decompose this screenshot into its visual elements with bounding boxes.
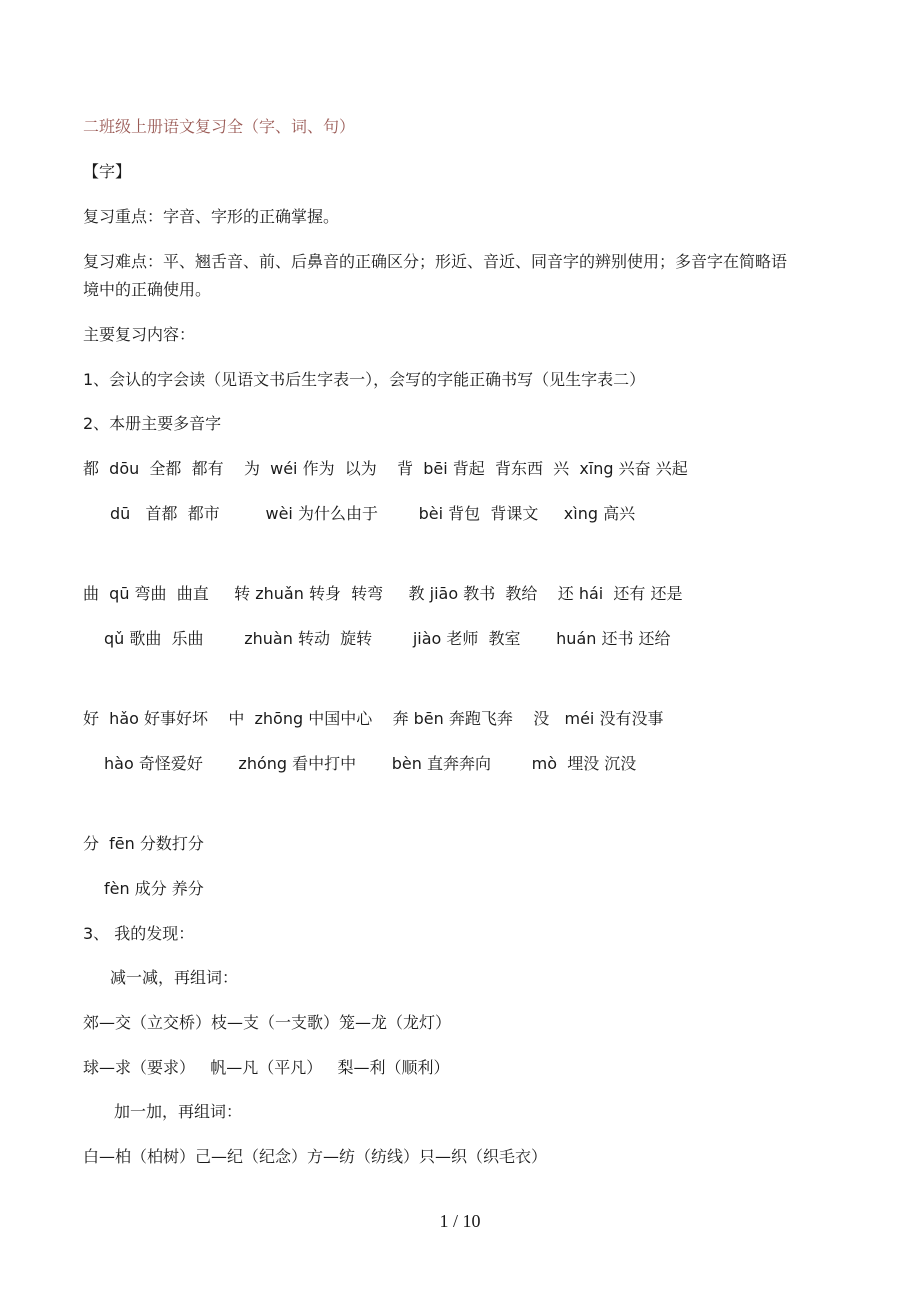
- polyphone-row: hào 奇怪爱好 zhóng 看中打中 bèn 直奔奔向 mò 埋没 沉没: [104, 754, 637, 773]
- polyphone-row: qǔ 歌曲 乐曲 zhuàn 转动 旋转 jiào 老师 教室 huán 还书 还给: [104, 629, 671, 648]
- text-line: 复习难点：平、翘舌音、前、后鼻音的正确区分；形近、音近、同音字的辨别使用；多音字在简略语: [83, 252, 788, 271]
- text-line: 1、会认的字会读（见语文书后生字表一），会写的字能正确书写（见生字表二）: [83, 370, 646, 389]
- text-line: 3、 我的发现：: [83, 924, 195, 943]
- polyphone-row: 分 fēn 分数打分: [83, 834, 204, 853]
- text-line: 白—柏（柏树）己—纪（纪念）方—纺（纺线）只—织（织毛衣）: [83, 1147, 548, 1166]
- text-line: 主要复习内容：: [83, 325, 196, 344]
- section-heading: 【字】: [83, 162, 132, 181]
- text-line: 2、本册主要多音字: [83, 414, 222, 433]
- text-line: 减一减，再组词：: [110, 968, 239, 987]
- text-line: 球—求（要求） 帆—凡（平凡） 梨—利（顺利）: [83, 1058, 450, 1077]
- text-line: 境中的正确使用。: [83, 280, 212, 299]
- text-line: 加一加，再组词：: [114, 1102, 243, 1121]
- text-line: 复习重点：字音、字形的正确掌握。: [83, 207, 340, 226]
- polyphone-row: 都 dōu 全都 都有 为 wéi 作为 以为 背 bēi 背起 背东西 兴 xīng 兴奋 兴起: [83, 459, 688, 478]
- polyphone-row: 曲 qū 弯曲 曲直 转 zhuǎn 转身 转弯 教 jiāo 教书 教给 还 hái 还有 还是: [83, 584, 683, 603]
- polyphone-row: fèn 成分 养分: [104, 879, 204, 898]
- polyphone-row: dū 首都 都市 wèi 为什么由于 bèi 背包 背课文 xìng 高兴: [110, 504, 636, 523]
- polyphone-row: 好 hǎo 好事好坏 中 zhōng 中国中心 奔 bēn 奔跑飞奔 没 méi 没有没事: [83, 709, 664, 728]
- page-indicator: 1 / 10: [439, 1211, 481, 1231]
- text-line: 郊—交（立交桥）枝—支（一支歌）笼—龙（龙灯）: [83, 1013, 452, 1032]
- document-title: 二班级上册语文复习全（字、词、句）: [83, 117, 356, 136]
